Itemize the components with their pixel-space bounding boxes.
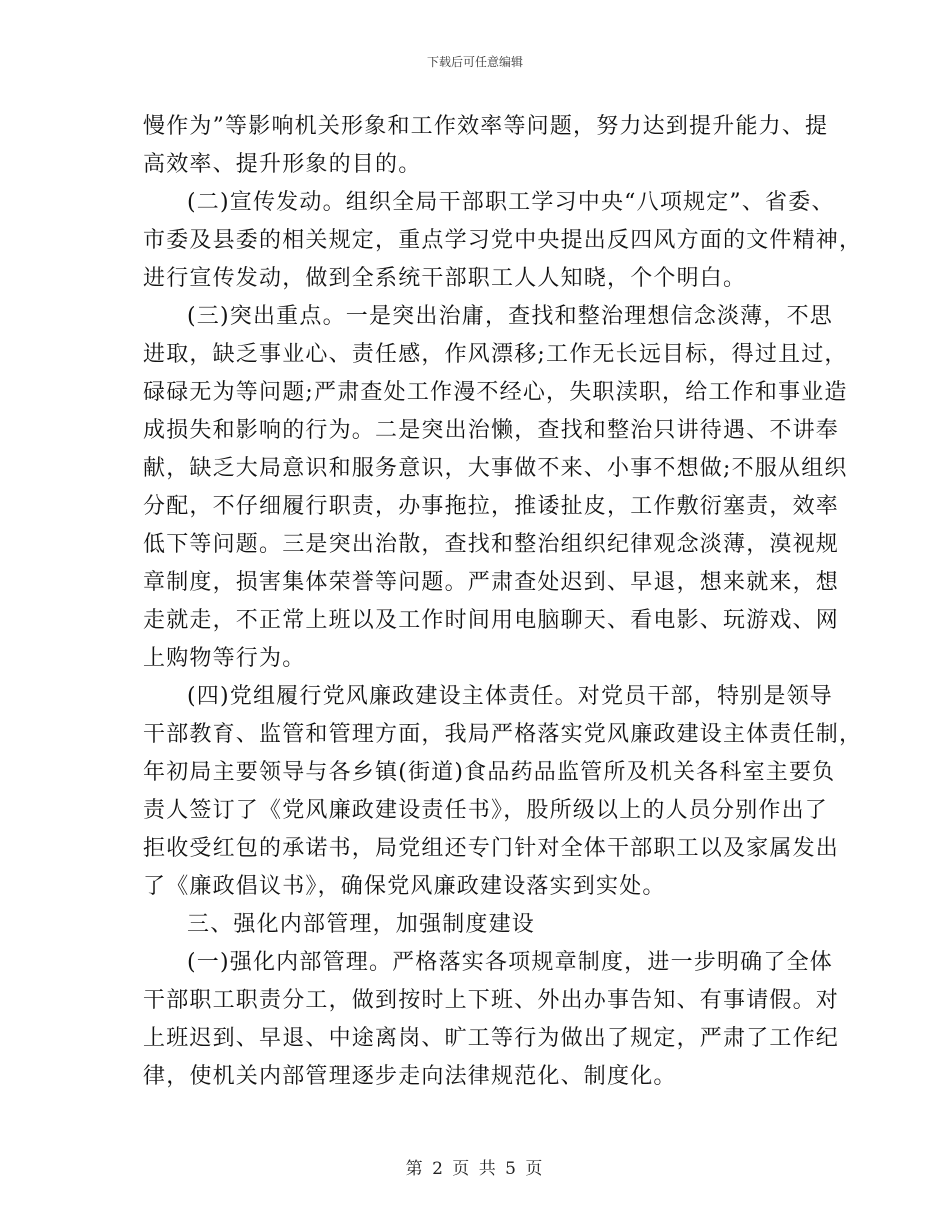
text-line: 进行宣传发动，做到全系统干部职工人人知晓，个个明白。 (143, 266, 747, 291)
text-line: 章制度，损害集体荣誉等问题。严肃查处迟到、早退，想来就来，想 (143, 570, 840, 595)
text-line: 进取，缺乏事业心、责任感，作风漂移;工作无长远目标，得过且过， (143, 342, 848, 367)
text-line: 律，使机关内部管理逐步走向法律规范化、制度化。 (143, 1064, 677, 1089)
text-line: 干部教育、监管和管理方面，我局严格落实党风廉政建设主体责任制， (143, 722, 863, 747)
text-line: 慢作为”等影响机关形象和工作效率等问题，努力达到提升能力、提 (143, 114, 829, 139)
text-line: 年初局主要领导与各乡镇(街道)食品药品监管所及机关各科室主要负 (143, 760, 836, 785)
text-line: 碌碌无为等问题;严肃查处工作漫不经心，失职渎职，给工作和事业造 (143, 380, 848, 405)
text-line: 市委及县委的相关规定，重点学习党中央提出反四风方面的文件精神， (143, 228, 863, 253)
text-line: 责人签订了《党风廉政建设责任书》，股所级以上的人员分别作出了 (143, 798, 829, 823)
text-line: 走就走，不正常上班以及工作时间用电脑聊天、看电影、玩游戏、网 (143, 608, 840, 633)
text-line: 高效率、提升形象的目的。 (143, 152, 422, 177)
paragraph-start-line: (四)党组履行党风廉政建设主体责任。对党员干部，特别是领导 (187, 684, 833, 709)
paragraph-start-line: (三)突出重点。一是突出治庸，查找和整治理想信念淡薄，不思 (187, 304, 833, 329)
document-body (143, 108, 863, 1096)
text-line: 献，缺乏大局意识和服务意识，大事做不来、小事不想做;不服从组织 (143, 456, 848, 481)
text-line: 干部职工职责分工，做到按时上下班、外出办事告知、有事请假。对 (143, 988, 840, 1013)
text-line: 上购物等行为。 (143, 646, 306, 671)
page-number-footer: 第 2 页 共 5 页 (405, 1159, 545, 1179)
text-line: 成损失和影响的行为。二是突出治懒，查找和整治只讲待遇、不讲奉 (143, 418, 840, 443)
paragraph-start-line: (二)宣传发动。组织全局干部职工学习中央“八项规定”、省委、 (187, 190, 835, 215)
text-line: 了《廉政倡议书》，确保党风廉政建设落实到实处。 (143, 874, 666, 899)
section-heading: 三、强化内部管理，加强制度建设 (187, 912, 536, 937)
paragraph-start-line: (一)强化内部管理。严格落实各项规章制度，进一步明确了全体 (187, 950, 833, 975)
text-line: 上班迟到、早退、中途离岗、旷工等行为做出了规定，严肃了工作纪 (143, 1026, 840, 1051)
text-line: 低下等问题。三是突出治散，查找和整治组织纪律观念淡薄，漠视规 (143, 532, 840, 557)
text-line: 分配，不仔细履行职责，办事拖拉，推诿扯皮，工作敷衍塞责，效率 (143, 494, 840, 519)
page-header-note: 下载后可任意编辑 (426, 55, 523, 69)
text-line: 拒收受红包的承诺书，局党组还专门针对全体干部职工以及家属发出 (143, 836, 840, 861)
